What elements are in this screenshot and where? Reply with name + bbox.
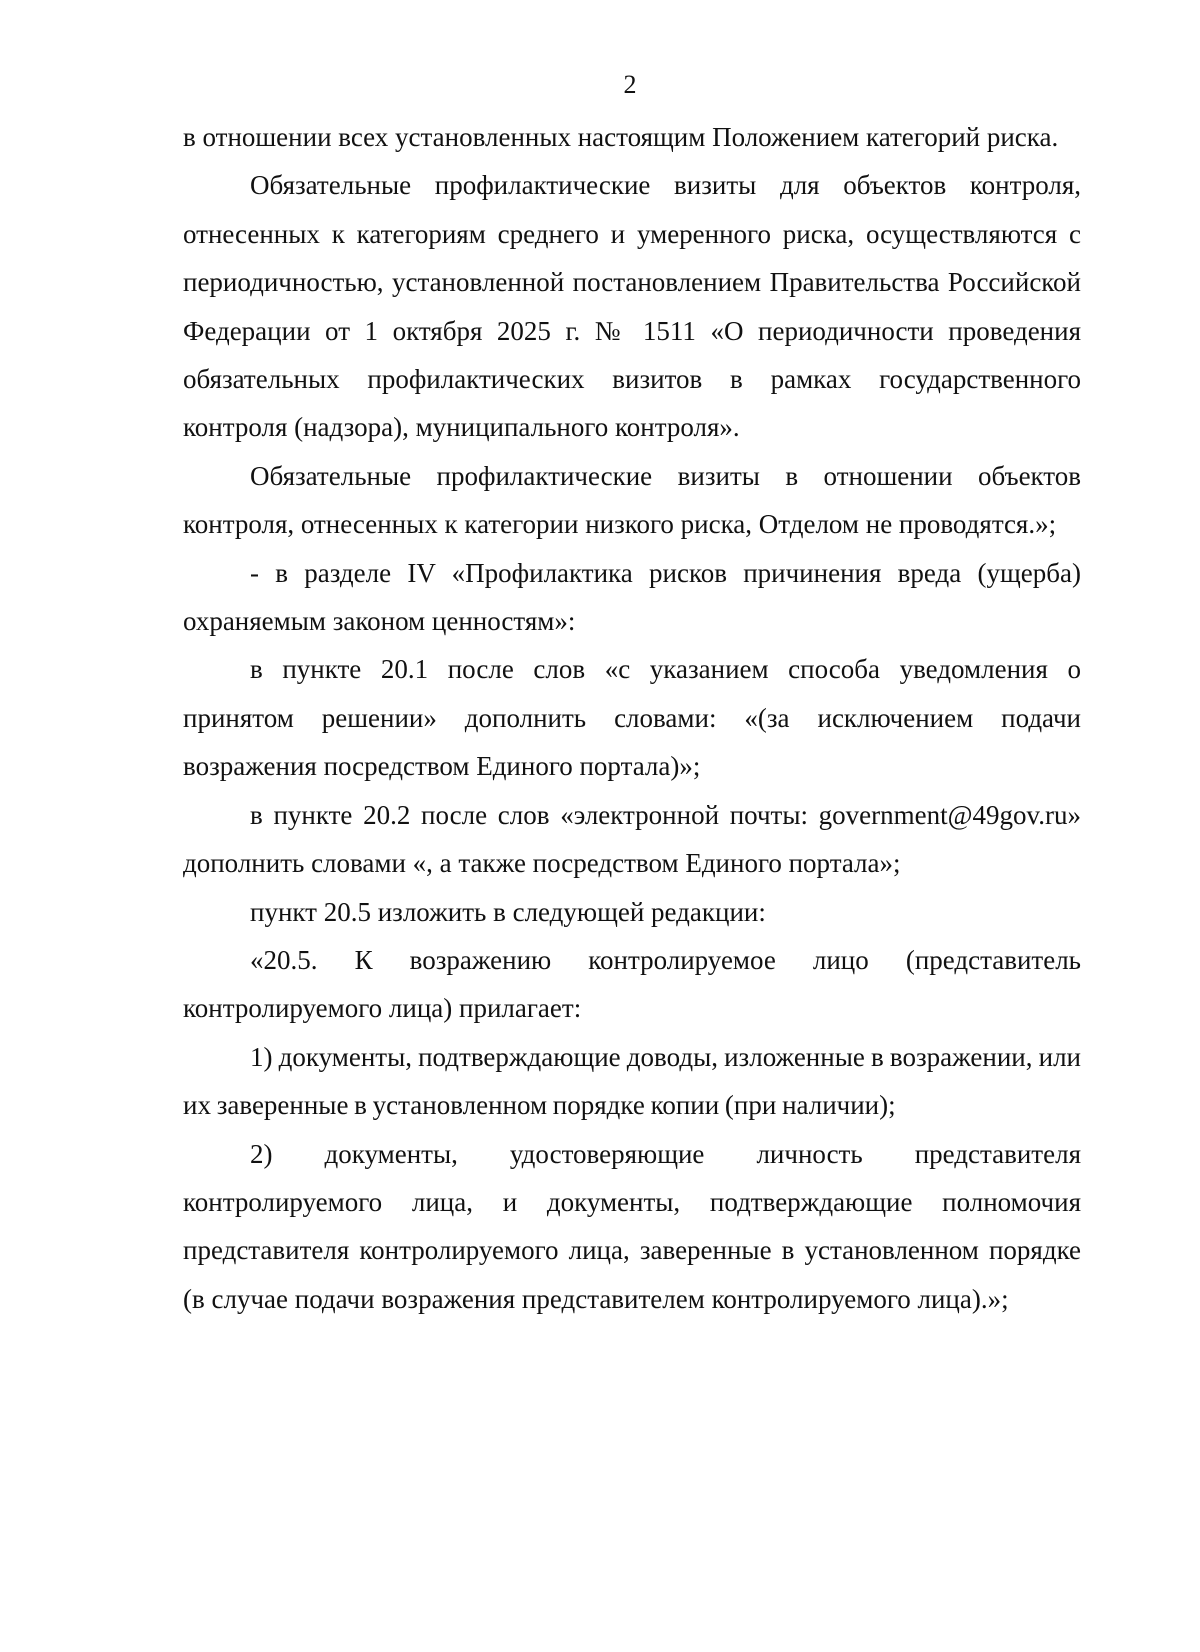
paragraph-mandatory-visits-low-risk: Обязательные профилактические визиты в отношении объектов контроля, отнесенных к категории низкого риска, Отделом не проводятся.»;: [183, 460, 1081, 540]
document-body: [183, 113, 1081, 1323]
paragraph-risk-categories-end: в отношении всех установленных настоящим Положением категорий риска.: [183, 122, 1059, 152]
paragraph-clause-20-1: в пункте 20.1 после слов «с указанием способа уведомления о принятом решении» дополнить словами: «(за исключением подачи возражения посредством Единого портала)»;: [183, 654, 1081, 782]
paragraph-list-item-1: 1) документы, подтверждающие доводы, изложенные в возражении, или их заверенные в установленном порядке копии (при наличии);: [183, 1041, 1081, 1121]
paragraph-section-iv: - в разделе IV «Профилактика рисков причинения вреда (ущерба) охраняемым законом ценностям»:: [183, 557, 1081, 637]
paragraph-mandatory-visits-medium-risk: Обязательные профилактические визиты для объектов контроля, отнесенных к категориям среднего и умеренного риска, осуществляются с периодичностью, установленной постановлением Правительства Российской Федерации от 1 октября 2025 г. № 1511 «О периодичности проведения обязательных профилактических визитов в рамках государственного контроля (надзора), муниципального контроля».: [183, 170, 1081, 443]
page-number: 2: [623, 70, 637, 99]
paragraph-clause-20-2: в пункте 20.2 после слов «электронной почты: government@49gov.ru» дополнить словами «, а также посредством Единого портала»;: [183, 799, 1081, 879]
paragraph-clause-20-5-intro: пункт 20.5 изложить в следующей редакции:: [250, 896, 766, 927]
paragraph-clause-20-5: «20.5. К возражению контролируемое лицо (представитель контролируемого лица) прилагает:: [183, 944, 1081, 1024]
paragraph-list-item-2: 2) документы, удостоверяющие личность представителя контролируемого лица, и документы, подтверждающие полномочия представителя контролируемого лица, заверенные в установленном порядке (в случае подачи возражения представителем контролируемого лица).»;: [183, 1138, 1081, 1314]
